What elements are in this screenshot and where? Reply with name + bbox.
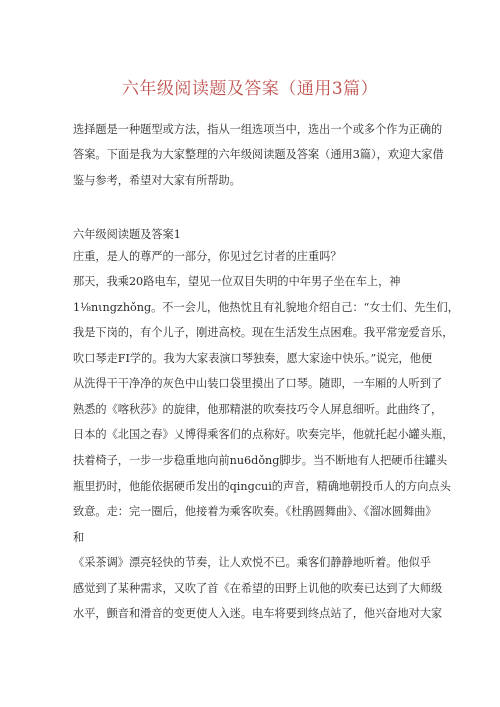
body-line: 日本的《北国之春》乂博得乘客们的点称好。吹奏完毕，他就托起小罐头瓶，	[73, 428, 454, 441]
body-line: 我是下岗的，有个儿子，刚进高校。现在生活发生点困难。我平常宠爱音乐，	[73, 326, 454, 339]
intro-line: 鉴与参考，希望对大家有所帮助。	[73, 174, 241, 187]
body-line: 从洗得干干净净的灰色中山装口袋里摸出了口琴。随即，一车厢的人听到了	[73, 377, 443, 390]
body-line: 那天，我乘20路电车，望见一位双目失明的中年男子坐在车上，神	[73, 275, 401, 288]
body-line: 庄重，是人的尊严的一部分，你见过乞讨者的庄重吗？	[73, 250, 342, 263]
body-line: 和	[73, 531, 85, 544]
document-title: 六年级阅读题及答案（通用3篇）	[121, 79, 379, 99]
body-line: 瓶里扔时，他能依据硬币发出的qingcui的声音，精确地朝投币人的方向点头	[73, 480, 451, 493]
body-line: 1⅛nιngzhǒng。不一会儿，他热忱且有礼貌地介绍自己：“女士们、先生们，	[73, 301, 459, 314]
body-line: 《采茶调》漂亮轻快的节奏，让人欢悦不已。乘客们静静地听着。他似乎	[73, 556, 432, 569]
body-line: 扶着椅子，一步一步稳重地向前nu6dǒng脚步。当不断地有人把硬币往罐头	[73, 454, 448, 467]
body-line: 致意。走：完一圈后，他接着为乘客吹奏。《杜鹃圆舞曲》、《溜冰圆舞曲》	[73, 505, 437, 518]
body-line: 吹口琴走FI学的。我为大家表演口琴独奏，愿大家途中快乐。”说完，他便	[73, 352, 433, 365]
body-line: 水平，颤音和滑音的变更使人入迷。电车将要到终点站了，他兴奋地对大家	[73, 607, 443, 620]
intro-line: 答案。下面是我为大家整理的六年级阅读题及答案（通用3篇），欢迎大家借	[73, 148, 444, 161]
body-line: 熟悉的《喀秋莎》的旋律，他那精湛的吹奏技巧令人屏息细听。此曲终了，	[73, 403, 443, 416]
section-heading: 六年级阅读题及答案1	[73, 228, 181, 241]
body-line: 感觉到了某种需求，又吹了首《在希望的田野上讥他的吹奏已达到了大师级	[73, 582, 443, 595]
intro-line: 选择题是一种题型或方法，指从一组选项当中，选出一个或多个作为正确的	[73, 123, 443, 136]
